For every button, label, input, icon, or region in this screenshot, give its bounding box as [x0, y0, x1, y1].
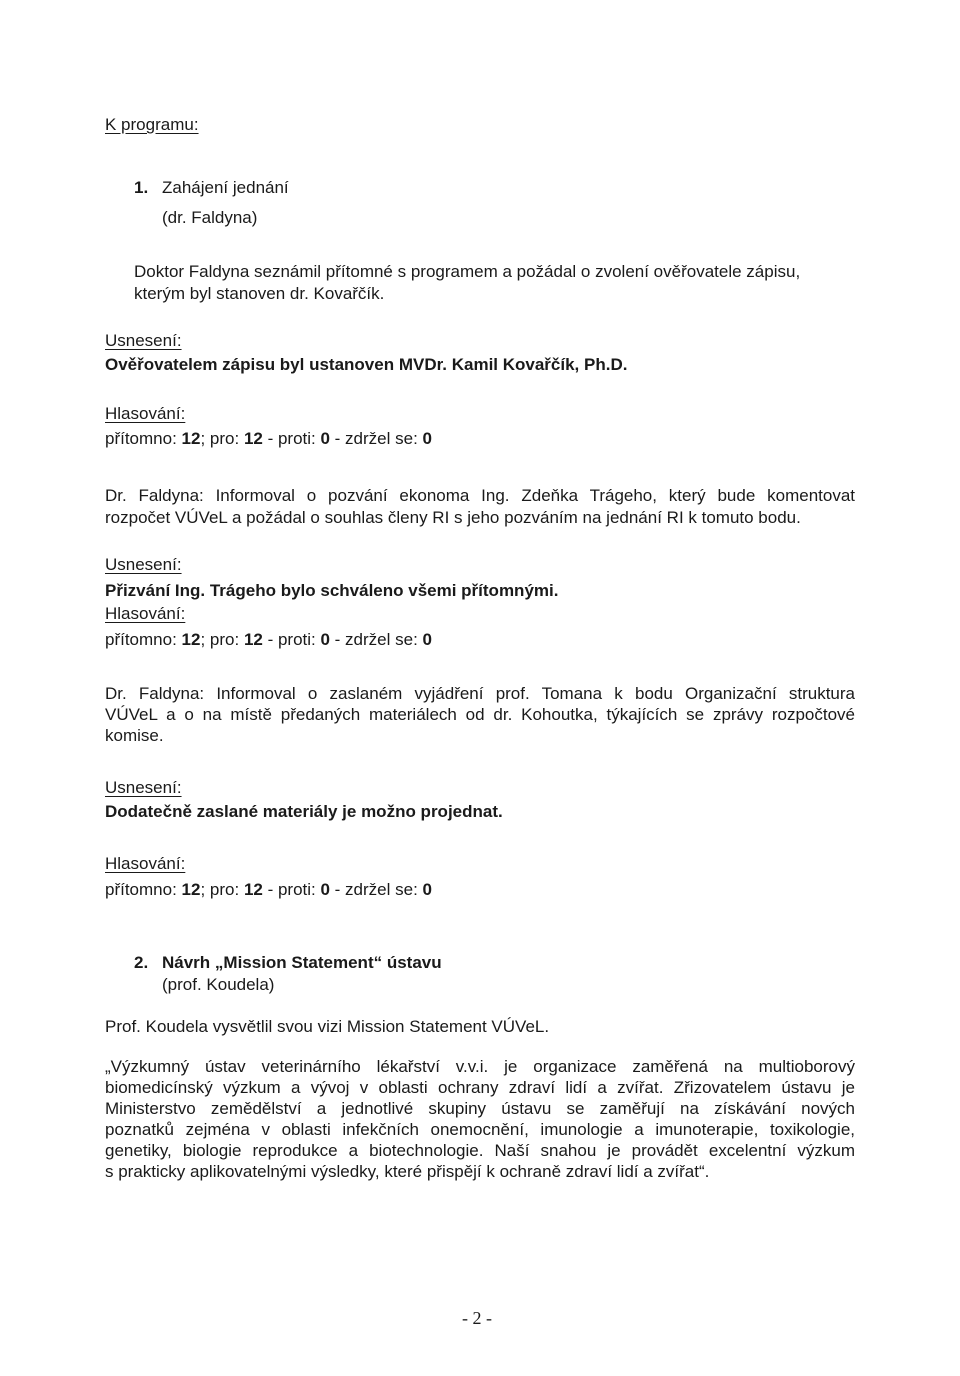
resolution-2-label: Usnesení: [105, 555, 182, 574]
vote-2-result: přítomno: 12; pro: 12 - proti: 0 - zdržel se: 0 [105, 630, 433, 649]
item-3-line-1: Dr. Faldyna: Informoval o zaslaném vyjádření prof. Tomana k bodu Organizační struktura [105, 684, 855, 703]
vote-3-result: přítomno: 12; pro: 12 - proti: 0 - zdržel se: 0 [105, 880, 433, 899]
section-1-intro-line-2: kterým byl stanoven dr. Kovařčík. [134, 284, 385, 303]
resolution-1-label: Usnesení: [105, 331, 182, 350]
resolution-1-text: Ověřovatelem zápisu byl ustanoven MVDr. Kamil Kovařčík, Ph.D. [105, 355, 628, 374]
item-2-line-2: rozpočet VÚVeL a požádal o souhlas členy RI s jeho pozváním na jednání RI k tomuto bodu. [105, 508, 801, 527]
quote-line-1: „Výzkumný ústav veterinárního lékařství v.v.i. je organizace zaměřená na multioborový [105, 1057, 855, 1076]
section-1-intro-line-1: Doktor Faldyna seznámil přítomné s programem a požádal o zvolení ověřovatele zápisu, [134, 262, 801, 281]
quote-line-2: biomedicínský výzkum a vývoj v oblasti ochrany zdraví lidí a zvířat. Zřizovatelem ústavu je [105, 1078, 855, 1097]
section-1-heading [134, 177, 289, 199]
vote-3-label: Hlasování: [105, 854, 186, 873]
section-2-intro: Prof. Koudela vysvětlil svou vizi Mission Statement VÚVeL. [105, 1017, 550, 1036]
quote-line-5: genetiky, biologie reprodukce a biotechnologie. Naší snahou je provádět excelentní výzkum [105, 1141, 855, 1160]
item-3-line-3: komise. [105, 726, 164, 745]
resolution-3-label: Usnesení: [105, 778, 182, 797]
section-1-presenter: (dr. Faldyna) [162, 208, 258, 227]
section-2-title: Návrh „Mission Statement“ ústavu [162, 953, 442, 972]
vote-2-label: Hlasování: [105, 604, 186, 623]
page-number: - 2 - [462, 1308, 492, 1328]
page-heading: K programu: [105, 115, 199, 134]
vote-1-result: přítomno: 12; pro: 12 - proti: 0 - zdržel se: 0 [105, 429, 433, 448]
section-1-number: 1. [134, 178, 149, 197]
resolution-2-text: Přizvání Ing. Trágeho bylo schváleno všemi přítomnými. [105, 581, 559, 600]
quote-line-6: s prakticky aplikovatelnými výsledky, které přispějí k ochraně zdraví lidí a zvířat“. [105, 1162, 710, 1181]
resolution-3-text: Dodatečně zaslané materiály je možno projednat. [105, 802, 503, 821]
quote-line-3: Ministerstvo zemědělství a jednotlivé skupiny ústavu se zaměřují na získávání nových [105, 1099, 855, 1118]
section-2-number: 2. [134, 953, 149, 972]
section-1-title: Zahájení jednání [162, 178, 289, 197]
section-2-presenter: (prof. Koudela) [162, 975, 275, 994]
quote-line-4: poznatků zejména v oblasti infekčních onemocnění, imunologie a imunoterapie, toxikologie, [105, 1120, 855, 1139]
vote-1-label: Hlasování: [105, 404, 186, 423]
item-2-line-1: Dr. Faldyna: Informoval o pozvání ekonoma Ing. Zdeňka Trágeho, který bude komentovat [105, 486, 855, 505]
item-3-line-2: VÚVeL a o na místě předaných materiálech od dr. Kohoutka, týkajících se zprávy rozpočtové [105, 705, 855, 724]
section-2-heading [134, 952, 442, 974]
